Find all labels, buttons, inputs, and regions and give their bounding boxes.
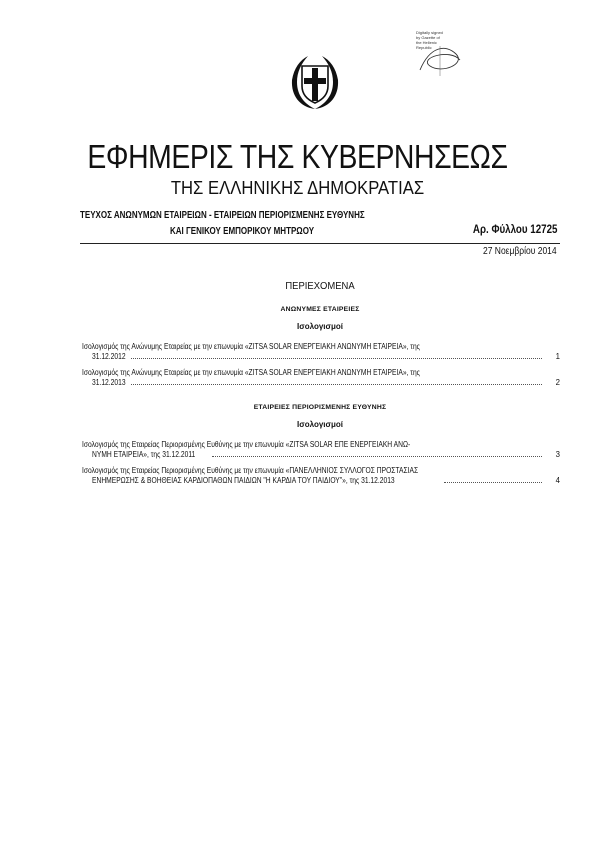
signature-scribble-icon: [416, 40, 462, 80]
header-divider: [80, 243, 560, 244]
entry-page-number: 3: [555, 450, 560, 459]
entry-title-cont: ΝΥΜΗ ΕΤΑΙΡΕΙΑ», της 31.12.2011: [92, 450, 196, 459]
entry-title: Ισολογισμός της Ανώνυμης Εταιρείας με την επωνυμία «ZITSA SOLAR ΕΝΕΡΓΕΙΑΚΗ ΑΝΩΝΥΜΗ ΕΤΑΙΡΕΙΑ», της: [82, 368, 420, 377]
section-title: ΑΝΩΝΥΜΕΣ ΕΤΑΙΡΕΙΕΣ: [280, 306, 360, 313]
coat-of-arms-icon: [286, 52, 344, 112]
issue-type-line2: ΚΑΙ ΓΕΝΙΚΟΥ ΕΜΠΟΡΙΚΟΥ ΜΗΤΡΩΟΥ: [170, 226, 315, 237]
entry-title-cont: 31.12.2012: [92, 352, 126, 361]
entry-title-cont: ΕΝΗΜΕΡΩΣΗΣ & ΒΟΗΘΕΙΑΣ ΚΑΡΔΙΟΠΑΘΩΝ ΠΑΙΔΙΩΝ "Η ΚΑΡΔΙΑ ΤΟΥ ΠΑΙΔΙΟΥ"», της 31.12.2013: [92, 476, 395, 485]
digital-signature-stamp: [416, 30, 462, 92]
sheet-number: Αρ. Φύλλου 12725: [472, 224, 557, 236]
entry-page-number: 4: [555, 476, 560, 485]
contents-entry[interactable]: [82, 368, 560, 388]
entry-title-cont: 31.12.2013: [92, 378, 126, 387]
contents-entry[interactable]: [82, 342, 560, 362]
gazette-subtitle: ΤΗΣ ΕΛΛΗΝΙΚΗΣ ΔΗΜΟΚΡΑΤΙΑΣ: [170, 177, 425, 198]
contents-entry[interactable]: [82, 466, 560, 486]
entry-title: Ισολογισμός της Εταιρείας Περιορισμένης Ευθύνης με την επωνυμία «ΠΑΝΕΛΛΗΝΙΟΣ ΣΥΛΛΟΓΟΣ ΠΡΟΣΤΑΣΙΑΣ: [82, 466, 419, 475]
section-subtitle: Ισολογισμοί: [297, 420, 343, 429]
leader-dots: [131, 378, 542, 385]
entry-title: Ισολογισμός της Εταιρείας Περιορισμένης Ευθύνης με την επωνυμία «ZITSA SOLAR ΕΠΕ ΕΝΕΡΓΕΙΑΚΗ ΑΝΩ-: [82, 440, 411, 449]
leader-dots: [131, 352, 542, 359]
issue-date: 27 Νοεμβρίου 2014: [483, 246, 557, 257]
gazette-title: ΕΦΗΜΕΡΙΣ ΤΗΣ ΚΥΒΕΡΝΗΣΕΩΣ: [87, 138, 508, 175]
entry-page-number: 2: [555, 378, 560, 387]
section-title: ΕΤΑΙΡΕΙΕΣ ΠΕΡΙΟΡΙΣΜΕΝΗΣ ΕΥΘΥΝΗΣ: [253, 404, 387, 411]
entry-title: Ισολογισμός της Ανώνυμης Εταιρείας με την επωνυμία «ZITSA SOLAR ΕΝΕΡΓΕΙΑΚΗ ΑΝΩΝΥΜΗ ΕΤΑΙΡΕΙΑ», της: [82, 342, 420, 351]
contents-entry[interactable]: [82, 440, 560, 460]
leader-dots: [444, 476, 542, 483]
entry-page-number: 1: [555, 352, 560, 361]
signature-text: Digitally signed by Gazette of the Hellenic Republic: [416, 30, 443, 50]
contents-heading: ΠΕΡΙΕΧΟΜΕΝΑ: [285, 280, 355, 292]
leader-dots: [212, 450, 542, 457]
section-subtitle: Ισολογισμοί: [297, 322, 343, 331]
issue-type-line1: ΤΕΥΧΟΣ ΑΝΩΝΥΜΩΝ ΕΤΑΙΡΕΙΩΝ - ΕΤΑΙΡΕΙΩΝ ΠΕΡΙΟΡΙΣΜΕΝΗΣ ΕΥΘΥΝΗΣ: [80, 210, 365, 221]
